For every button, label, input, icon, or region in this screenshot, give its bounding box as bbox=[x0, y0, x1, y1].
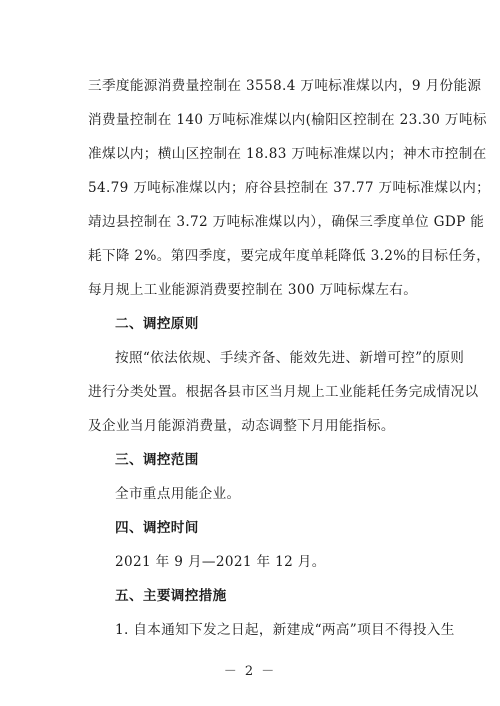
scope-line-1: 全市重点用能企业。 bbox=[115, 486, 241, 502]
body-line-3: 准煤以内；横山区控制在 18.83 万吨标准煤以内；神木市控制在 bbox=[88, 146, 487, 162]
body-line-4: 54.79 万吨标准煤以内；府谷县控制在 37.77 万吨标准煤以内； bbox=[88, 180, 491, 196]
body-line-5: 靖边县控制在 3.72 万吨标准煤以内），确保三季度单位 GDP 能 bbox=[88, 214, 485, 230]
section-heading-measures: 五、主要调控措施 bbox=[115, 588, 227, 604]
body-line-1: 三季度能源消费量控制在 3558.4 万吨标准煤以内，9 月份能源 bbox=[88, 78, 482, 94]
page-number: － 2 － bbox=[223, 664, 277, 679]
principles-line-3: 及企业当月能源消费量，动态调整下月用能指标。 bbox=[88, 418, 395, 434]
section-heading-period: 四、调控时间 bbox=[115, 520, 199, 536]
body-line-6: 耗下降 2%。第四季度，要完成年度单耗降低 3.2%的目标任务， bbox=[88, 248, 491, 264]
measures-line-1: 1. 自本通知下发之日起，新建成“两高”项目不得投入生 bbox=[115, 622, 455, 638]
section-heading-scope: 三、调控范围 bbox=[115, 452, 199, 468]
section-heading-principles: 二、调控原则 bbox=[115, 316, 199, 332]
body-line-2: 消费量控制在 140 万吨标准煤以内(榆阳区控制在 23.30 万吨标 bbox=[88, 112, 487, 128]
period-line-1: 2021 年 9 月—2021 年 12 月。 bbox=[115, 554, 326, 570]
principles-line-1: 按照“依法依规、手续齐备、能效先进、新增可控”的原则 bbox=[115, 350, 465, 366]
body-line-7: 每月规上工业能源消费要控制在 300 万吨标煤左右。 bbox=[88, 282, 418, 298]
principles-line-2: 进行分类处置。根据各县市区当月规上工业能耗任务完成情况以 bbox=[88, 384, 479, 400]
